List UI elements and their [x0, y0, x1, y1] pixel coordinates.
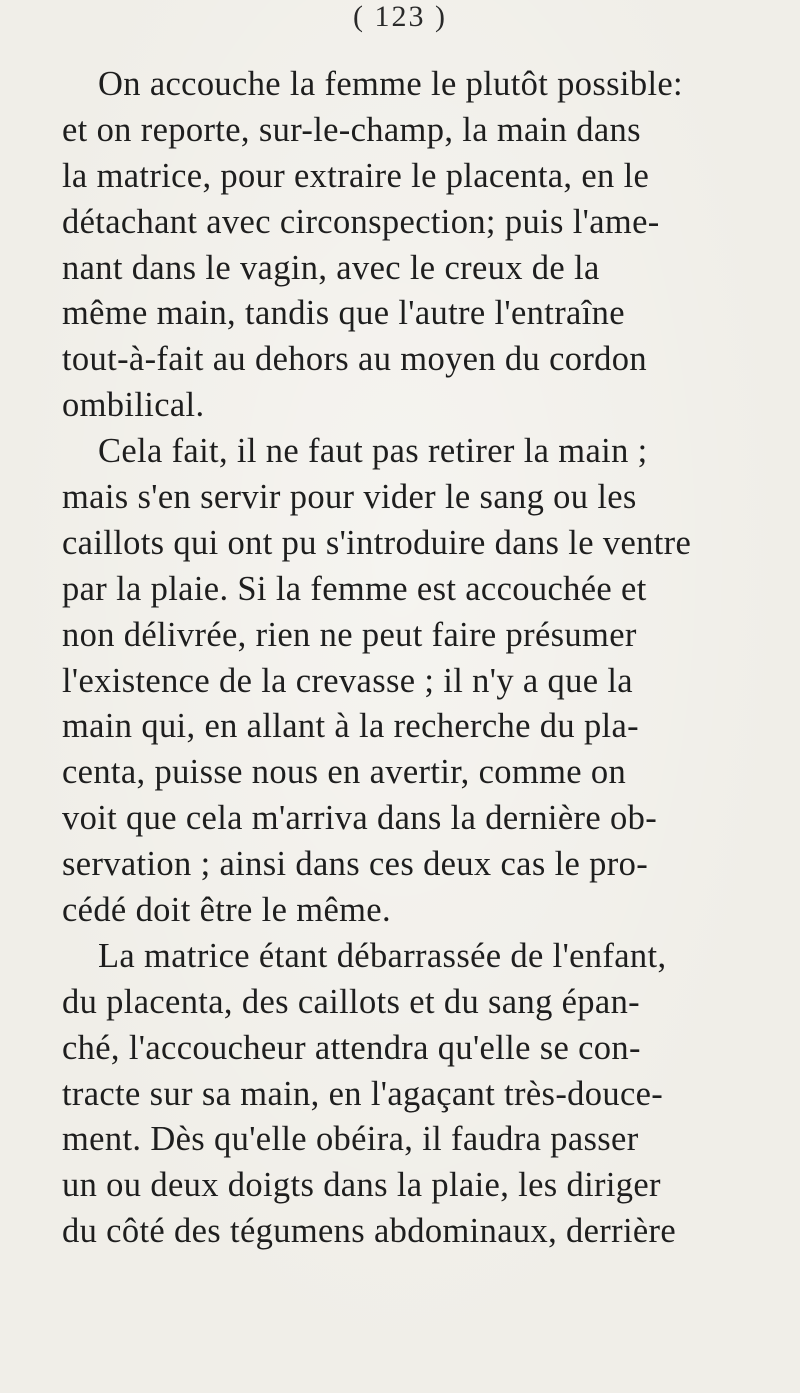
text-line: cédé doit être le même.	[62, 891, 391, 930]
text-line: centa, puisse nous en avertir, comme on	[62, 753, 627, 792]
text-line: On accouche la femme le plutôt possible:	[98, 65, 683, 103]
text-line: l'existence de la crevasse ; il n'y a que la	[62, 661, 633, 700]
text-line: la matrice, pour extraire le placenta, en le	[62, 156, 650, 195]
text-line: non délivrée, rien ne peut faire présumer	[62, 615, 637, 654]
text-line: nant dans le vagin, avec le creux de la	[62, 248, 600, 287]
text-line: servation ; ainsi dans ces deux cas le pro-	[62, 845, 649, 884]
text-line: ment. Dès qu'elle obéira, il faudra passer	[62, 1120, 639, 1159]
text-line: du placenta, des caillots et du sang épan-	[62, 982, 641, 1021]
text-line: Cela fait, il ne faut pas retirer la main ;	[98, 432, 648, 471]
text-line: voit que cela m'arriva dans la dernière ob-	[62, 799, 658, 838]
text-line: ombilical.	[62, 386, 205, 425]
text-line: main qui, en allant à la recherche du pla-	[62, 707, 639, 746]
text-line: mais s'en servir pour vider le sang ou les	[62, 478, 637, 517]
body-text	[62, 62, 762, 1255]
text-line: ché, l'accoucheur attendra qu'elle se con-	[62, 1028, 641, 1067]
page-number: ( 123 )	[353, 0, 447, 33]
text-line: même main, tandis que l'autre l'entraîne	[62, 294, 625, 333]
text-line: tout-à-fait au dehors au moyen du cordon	[62, 340, 647, 379]
text-line: un ou deux doigts dans la plaie, les diriger	[62, 1166, 661, 1205]
text-line: du côté des tégumens abdominaux, derrière	[62, 1212, 677, 1251]
text-line: détachant avec circonspection; puis l'ame-	[62, 202, 660, 241]
text-line: et on reporte, sur-le-champ, la main dans	[62, 110, 641, 149]
text-line: par la plaie. Si la femme est accouchée et	[62, 569, 647, 608]
text-line: tracte sur sa main, en l'agaçant très-douce-	[62, 1074, 664, 1113]
text-line: La matrice étant débarrassée de l'enfant,	[98, 936, 667, 975]
text-line: caillots qui ont pu s'introduire dans le ventre	[62, 523, 692, 562]
